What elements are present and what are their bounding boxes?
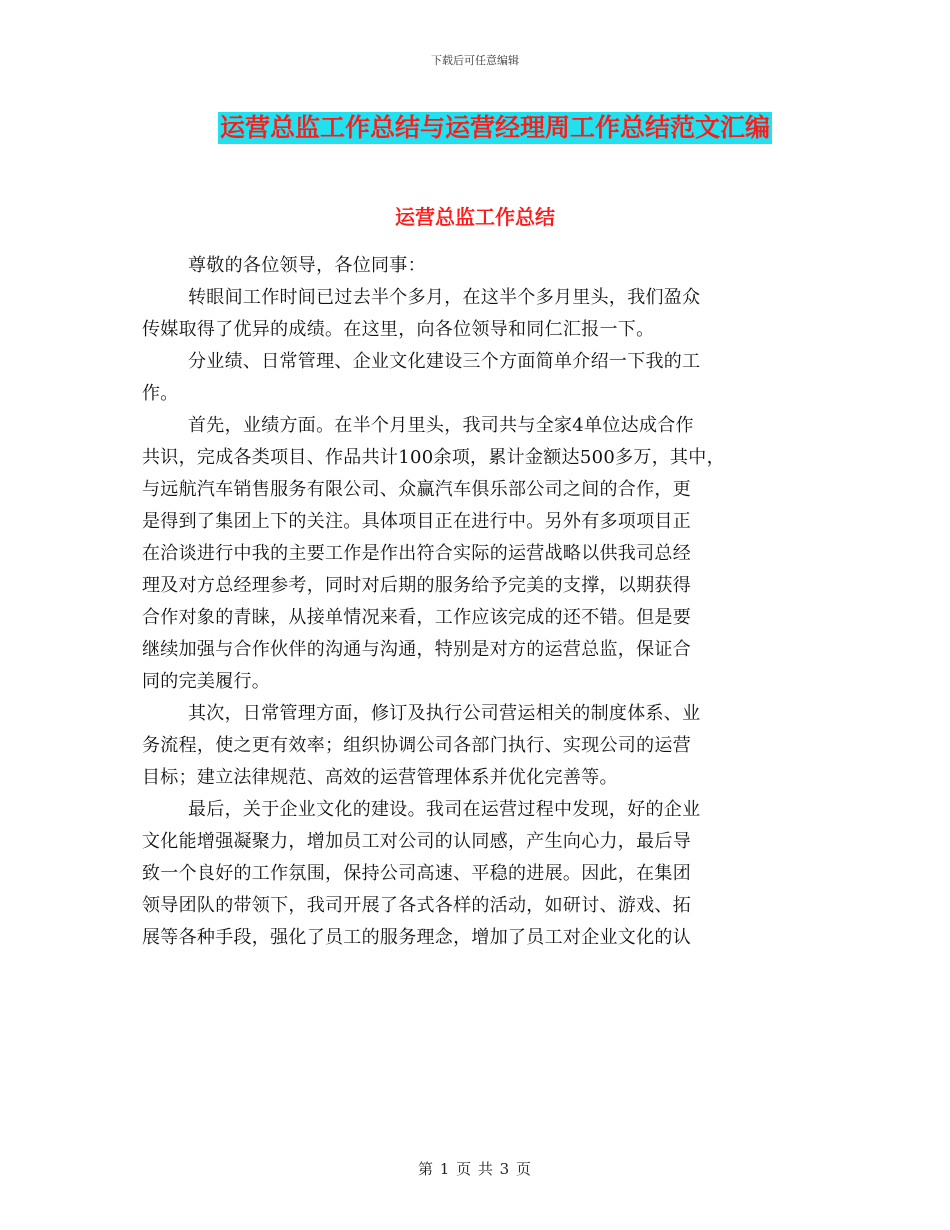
header-note: 下载后可任意编辑 [431, 54, 519, 67]
body-line: 同的完美履行。 [142, 671, 271, 692]
section-title: 运营总监工作总结 [395, 205, 555, 229]
body-line: 其次，日常管理方面，修订及执行公司营运相关的制度体系、业 [188, 703, 701, 724]
body-line: 继续加强与合作伙伴的沟通与沟通，特别是对方的运营总监，保证合 [142, 639, 691, 660]
main-title: 运营总监工作总结与运营经理周工作总结范文汇编 [219, 113, 770, 142]
body-line: 文化能增强凝聚力，增加员工对公司的认同感，产生向心力，最后导 [142, 831, 691, 852]
body-text [142, 250, 822, 954]
main-title-container [0, 112, 950, 144]
body-line: 传媒取得了优异的成绩。在这里，向各位领导和同仁汇报一下。 [142, 319, 655, 340]
page-footer: 第 1 页 共 3 页 [418, 1160, 532, 1178]
body-line: 最后，关于企业文化的建设。我司在运营过程中发现，好的企业 [188, 799, 701, 820]
body-line: 与远航汽车销售服务有限公司、众赢汽车俱乐部公司之间的合作，更 [142, 479, 691, 500]
body-line: 尊敬的各位领导，各位同事： [188, 255, 426, 276]
body-line: 目标；建立法律规范、高效的运营管理体系并优化完善等。 [142, 767, 618, 788]
body-line: 是得到了集团上下的关注。具体项目正在进行中。另外有多项项目正 [142, 511, 691, 532]
body-line: 务流程，使之更有效率；组织协调公司各部门执行、实现公司的运营 [142, 735, 691, 756]
body-line: 在洽谈进行中我的主要工作是作出符合实际的运营战略以供我司总经 [142, 543, 691, 564]
body-line: 领导团队的带领下，我司开展了各式各样的活动，如研讨、游戏、拓 [142, 895, 691, 916]
body-line: 展等各种手段，强化了员工的服务理念，增加了员工对企业文化的认 [142, 927, 691, 948]
body-line: 合作对象的青睐，从接单情况来看，工作应该完成的还不错。但是要 [142, 607, 691, 628]
body-line: 分业绩、日常管理、企业文化建设三个方面简单介绍一下我的工 [188, 351, 701, 372]
body-line: 理及对方总经理参考，同时对后期的服务给予完美的支撑，以期获得 [142, 575, 691, 596]
body-line: 作。 [142, 383, 179, 404]
body-line: 共识，完成各类项目、作品共计100余项，累计金额达500多万，其中， [142, 447, 725, 468]
body-line: 首先，业绩方面。在半个月里头，我司共与全家4单位达成合作 [188, 415, 694, 436]
body-line: 转眼间工作时间已过去半个多月，在这半个多月里头，我们盈众 [188, 287, 701, 308]
body-line: 致一个良好的工作氛围，保持公司高速、平稳的进展。因此，在集团 [142, 863, 691, 884]
